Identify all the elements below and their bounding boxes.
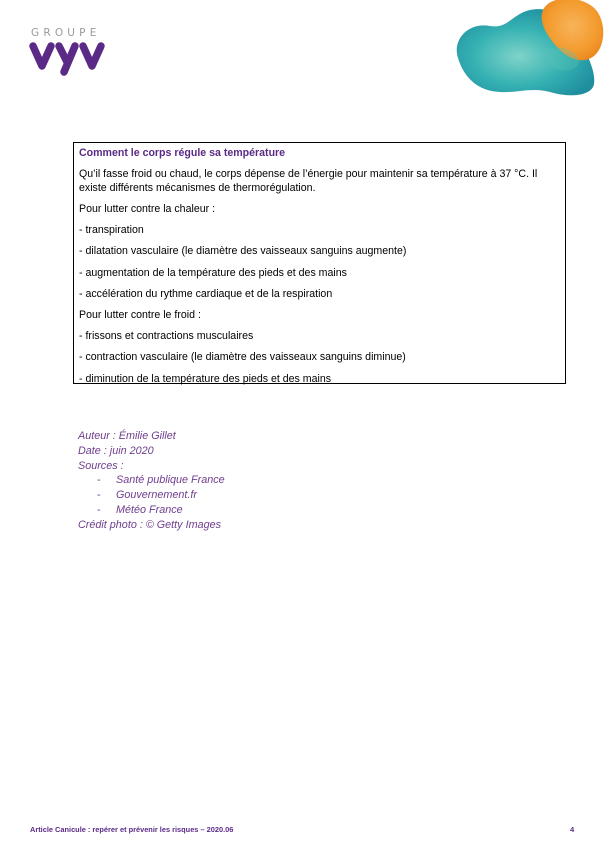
decorative-watercolor-blobs — [446, 0, 604, 100]
sources-label: Sources : — [78, 459, 124, 472]
logo-groupe-text: GROUPE — [31, 27, 101, 39]
heat-item-vasodilation: - dilatation vasculaire (le diamètre des vaisseaux sanguins augmente) — [79, 245, 407, 258]
footer-document-title: Article Canicule : repérer et prévenir les risques – 2020.06 — [30, 825, 234, 834]
heat-item-temperature-rise: - augmentation de la température des pieds et des mains — [79, 266, 347, 279]
source-item — [78, 503, 225, 518]
source-dash: - — [97, 474, 101, 487]
cold-item-vasoconstriction: - contraction vasculaire (le diamètre des vaisseaux sanguins diminue) — [79, 351, 406, 364]
source-dash: - — [97, 503, 101, 516]
photo-credit: Crédit photo : © Getty Images — [78, 518, 221, 531]
groupe-vyv-logo — [28, 27, 112, 77]
cold-item-shivering: - frissons et contractions musculaires — [79, 330, 254, 343]
date-line: Date : juin 2020 — [78, 444, 154, 457]
heat-item-transpiration: - transpiration — [79, 224, 144, 237]
source-meteo-france: Météo France — [116, 503, 183, 516]
heat-item-heart-rate: - accélération du rythme cardiaque et de la respiration — [79, 287, 333, 300]
thermoregulation-info-box — [73, 142, 566, 384]
article-credits — [78, 429, 225, 533]
source-sante-publique-france: Santé publique France — [116, 474, 225, 487]
heat-heading: Pour lutter contre la chaleur : — [79, 203, 216, 215]
info-box-intro: Qu’il fasse froid ou chaud, le corps dépense de l’énergie pour maintenir sa température à 37 °C. Il existe différents mécanismes de thermorégulation. — [79, 168, 538, 194]
logo-vyv-mark — [28, 37, 106, 77]
cold-heading: Pour lutter contre le froid : — [79, 308, 201, 321]
source-gouvernement: Gouvernement.fr — [116, 489, 198, 502]
info-box-title: Comment le corps régule sa température — [79, 147, 286, 159]
author-line: Auteur : Émilie Gillet — [78, 430, 176, 442]
source-item — [78, 488, 225, 503]
page-number: 4 — [570, 825, 575, 834]
cold-item-temperature-drop: - diminution de la température des pieds et des mains — [79, 372, 332, 385]
source-dash: - — [97, 489, 101, 502]
source-item — [78, 473, 225, 488]
